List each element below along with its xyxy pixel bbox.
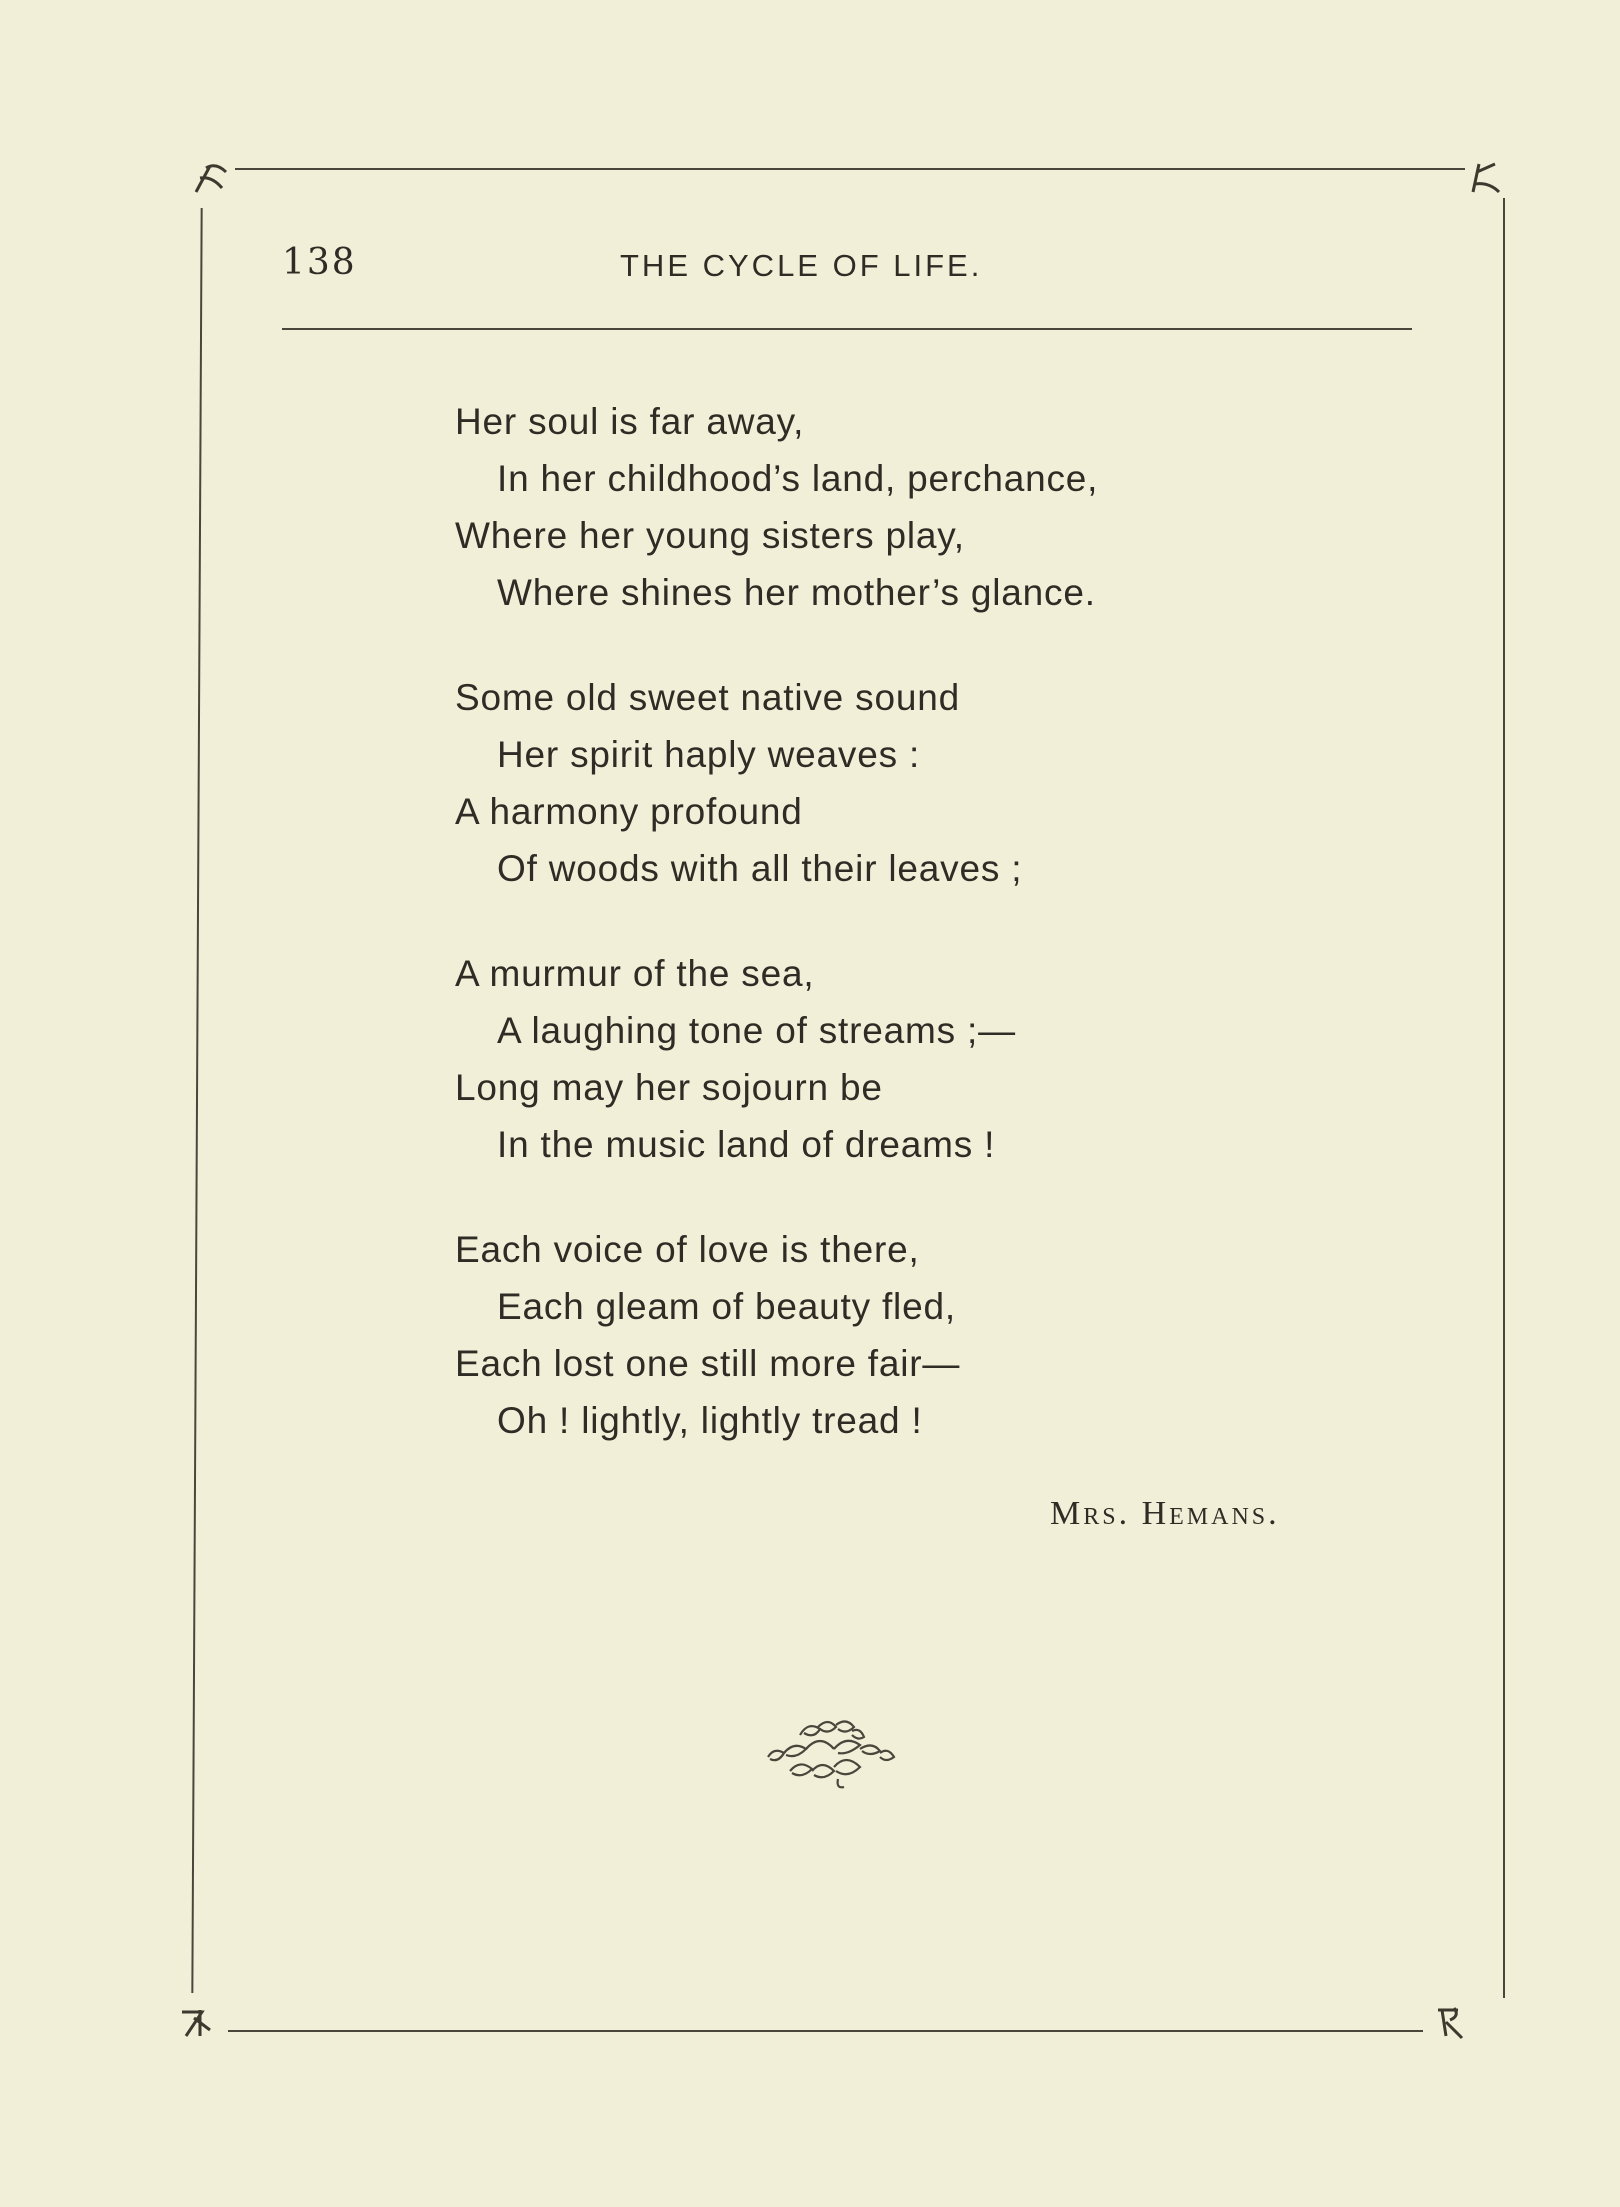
poem-line: A murmur of the sea, xyxy=(455,953,815,994)
poem-line: A harmony profound xyxy=(455,791,803,832)
poem-line: Where shines her mother’s glance. xyxy=(497,572,1096,613)
frame-right-border xyxy=(1503,198,1505,1998)
poem-line: A laughing tone of streams ;— xyxy=(497,1010,1016,1051)
poem-line: Where her young sisters play, xyxy=(455,515,965,556)
corner-ornament-top-left-icon xyxy=(192,158,232,198)
poem-line: Her spirit haply weaves : xyxy=(497,734,921,775)
page-number: 138 xyxy=(282,242,357,283)
running-title: THE CYCLE OF LIFE. xyxy=(620,248,983,283)
corner-ornament-bottom-left-icon xyxy=(176,2002,216,2042)
poem-line: Each lost one still more fair— xyxy=(455,1343,961,1384)
poem-line: In her childhood’s land, perchance, xyxy=(497,458,1099,499)
poem-line: Of woods with all their leaves ; xyxy=(497,848,1023,889)
frame-bottom-border xyxy=(228,2030,1423,2032)
stanza-4 xyxy=(455,1221,1355,1449)
header-rule xyxy=(282,328,1412,330)
stanza-1 xyxy=(455,393,1355,621)
tailpiece-ornament-icon xyxy=(760,1705,905,1790)
poem-line: Each voice of love is there, xyxy=(455,1229,920,1270)
poem-line: Her soul is far away, xyxy=(455,401,805,442)
poem-body xyxy=(455,393,1355,1497)
poem-line: Each gleam of beauty fled, xyxy=(497,1286,956,1327)
poem-line: Long may her sojourn be xyxy=(455,1067,883,1108)
corner-ornament-bottom-right-icon xyxy=(1428,2002,1468,2042)
frame-left-border xyxy=(191,208,202,1993)
poem-line: In the music land of dreams ! xyxy=(497,1124,996,1165)
poem-line: Oh ! lightly, lightly tread ! xyxy=(497,1400,923,1441)
author-attribution: Mrs. Hemans. xyxy=(1050,1495,1280,1532)
frame-top-border xyxy=(235,168,1465,170)
poem-line: Some old sweet native sound xyxy=(455,677,960,718)
stanza-3 xyxy=(455,945,1355,1173)
stanza-2 xyxy=(455,669,1355,897)
corner-ornament-top-right-icon xyxy=(1465,158,1505,198)
